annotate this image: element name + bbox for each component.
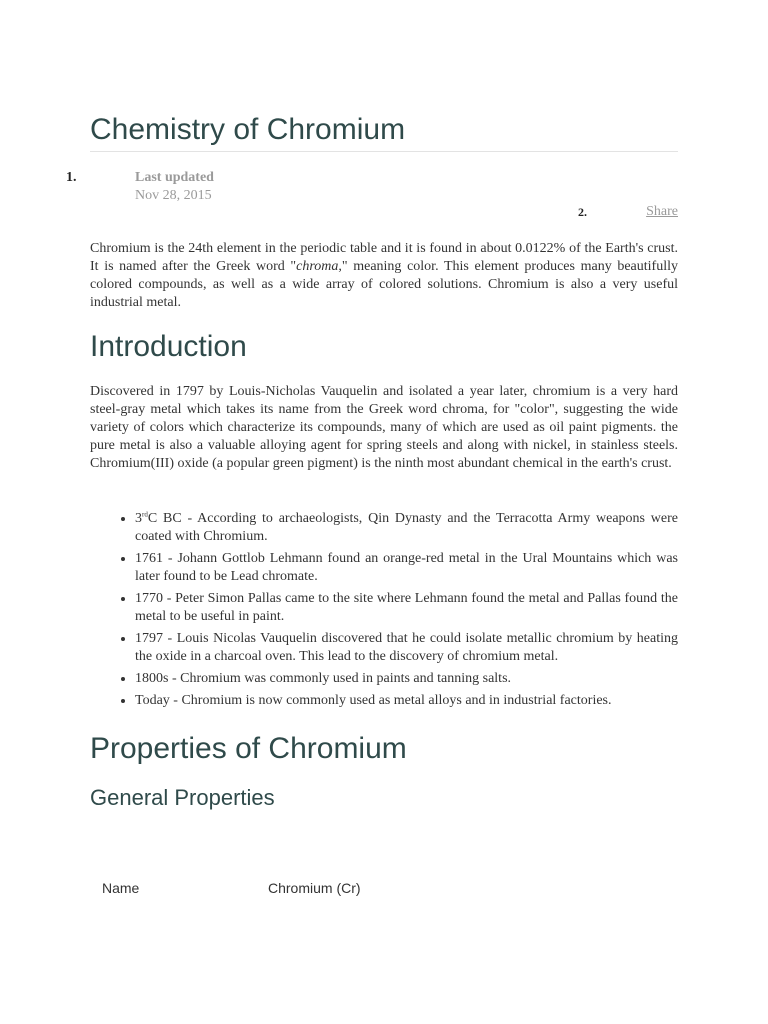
intro-italic-word: chroma: [296, 259, 339, 274]
ordinal-suffix: rd: [142, 510, 148, 519]
general-properties-heading: General Properties: [90, 785, 275, 810]
last-updated-date: Nov 28, 2015: [135, 188, 212, 203]
introduction-heading: Introduction: [90, 330, 247, 363]
list-item: • 1761 - Johann Gottlob Lehmann found an orange-red metal in the Ural Mountains which was later found to be Lead chromate.: [135, 550, 678, 586]
list-number: 1.: [66, 170, 77, 185]
page-title: Chemistry of Chromium: [90, 110, 678, 152]
properties-table: [102, 878, 361, 898]
list-item: [135, 510, 678, 546]
list-item: • 1797 - Louis Nicolas Vauquelin discovered that he could isolate metallic chromium by heating the oxide in a charcoal oven. This lead to the discovery of chromium metal.: [135, 630, 678, 666]
table-row: [102, 878, 361, 898]
property-name: Name: [102, 880, 140, 896]
introduction-paragraph: Discovered in 1797 by Louis-Nicholas Vauquelin and isolated a year later, chromium is a very hard steel-gray metal which takes its name from the Greek word chroma, for "color", suggesting the wide variety of colors which characterize its compounds, many of which are used as oil paint pigments. the pure metal is also a valuable alloying agent for spring steels and along with nickel, in stainless steels. Chromium(III) oxide (a popular green pigment) is the ninth most abundant chemical in the earth's crust.: [90, 384, 678, 471]
list-item: • 1770 - Peter Simon Pallas came to the site where Lehmann found the metal and Pallas found the metal to be useful in paint.: [135, 590, 678, 626]
intro-text-start: Chromium is the 24th element in the periodic table and it is found in about 0.0122% of the Earth's crust. It is named after the Greek word ": [90, 241, 678, 274]
history-text: C BC - According to archaeologists, Qin Dynasty and the Terracotta Army weapons were coated with Chromium.: [135, 511, 678, 544]
intro-text-end: ," meaning color. This element produces many beautifully colored compounds, as well as a wide array of colored solutions. Chromium is also a very useful industrial metal.: [90, 259, 678, 310]
list-item: • 1800s - Chromium was commonly used in paints and tanning salts.: [135, 670, 678, 688]
list-item: • Today - Chromium is now commonly used as metal alloys and in industrial factories.: [135, 692, 678, 710]
share-link[interactable]: Share: [646, 204, 678, 219]
list-number: 2.: [578, 205, 587, 219]
history-list: [90, 510, 678, 714]
intro-paragraph: [90, 240, 678, 312]
property-value: Chromium (Cr): [268, 880, 361, 896]
properties-heading: Properties of Chromium: [90, 732, 407, 765]
history-prefix: 3: [135, 511, 142, 526]
last-updated-label: Last updated: [135, 170, 214, 185]
